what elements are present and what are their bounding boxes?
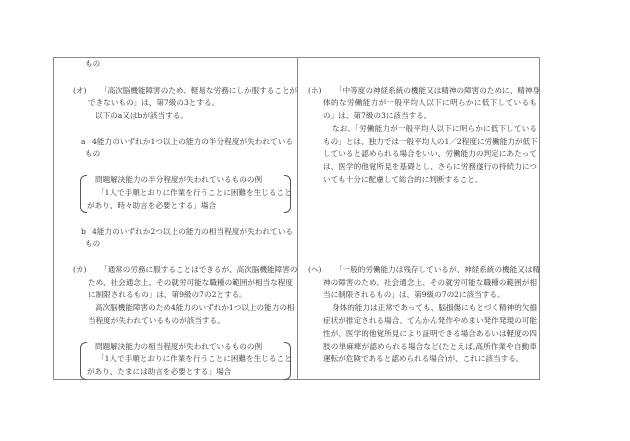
item-he-label: (ヘ) xyxy=(308,265,322,274)
item-he-line: 当に制限されるもの」は、第9級の7の2に該当する。 xyxy=(323,290,505,299)
item-a-line: もの xyxy=(85,149,101,158)
item-ka-line: 当程度が失われているものが該当する。 xyxy=(88,316,225,325)
item-he-line: 身体的能力は正常であっても、脳損傷にもとづく精神的欠損 xyxy=(332,303,537,312)
item-ho-line: なお、「労働能力が一般平均人以下に明らかに低下している xyxy=(332,124,537,133)
item-ho-label: (ホ) xyxy=(308,86,322,95)
item-ka-label: (カ) xyxy=(73,265,87,274)
example-box-2-line: があり、たまには助言を必要とする」場合 xyxy=(87,367,232,376)
item-b-label: b xyxy=(81,227,86,236)
example-box-2-line: 「1人で手順とおりに作業を行うことに困難を生じること xyxy=(97,354,292,363)
item-o-line: 「高次脳機能障害のため、軽易な労務にしか服することが xyxy=(100,86,298,95)
example-box-2-line: 問題解決能力の相当程度が失われているものの例 xyxy=(95,342,263,351)
column-divider xyxy=(297,57,298,380)
item-ho-line: の」は、第7級の3に該当する。 xyxy=(323,111,432,120)
item-a-label: a xyxy=(81,137,86,146)
item-b-line: もの xyxy=(85,239,101,248)
example-box-1-line: があり、時々助言を必要とする」場合 xyxy=(87,201,217,210)
item-ka-line: ため、社会通念上、その就労可能な職種の範囲が相当な程度 xyxy=(88,278,293,287)
item-he-line: 症状が推定される場合、てんかん発作やめまい発作発現の可能 xyxy=(323,316,537,325)
item-he-line: 肢の単麻痺が認められる場合など(たとえば,高所作業や自動車 xyxy=(323,342,537,351)
item-ka-line: に制限されるもの」は、第9級の7の2とする。 xyxy=(88,290,247,299)
item-he-line: 運転が危険であると認められる場合)が、これに該当する。 xyxy=(323,354,524,363)
example-box-1-line: 問題解決能力の半分程度が失われているものの例 xyxy=(95,175,263,184)
item-ho-line: いても十分に配慮して総合的に判断すること。 xyxy=(323,175,483,184)
item-o-label: (オ) xyxy=(73,86,87,95)
item-ho-line: 体的な労働能力が一般平均人以下に明らかに低下しているも xyxy=(323,98,537,107)
item-ka-line: 「通常の労務に服することはできるが、高次脳機能障害の xyxy=(100,265,298,274)
bracket-left xyxy=(80,342,87,380)
item-ka-line: 高次脳機能障害のため4能力のいずれか1つ以上の能力の相 xyxy=(95,303,295,312)
item-a-line: 4能力のいずれか1つ以上の能力の半分程度が失われている xyxy=(92,137,293,146)
item-he-line: 神の障害のため、社会通念上、その就労可能な職種の範囲が相 xyxy=(323,278,537,287)
bracket-left xyxy=(80,175,87,213)
item-ho-line: していると認められる場合をいい、労働能力の判定にあたって xyxy=(323,149,537,158)
continued-text: もの xyxy=(85,59,101,68)
item-ho-line: は、医学的他覚所見を基礎とし、さらに労務遂行の持続力につ xyxy=(323,162,537,171)
item-ho-line: もの」とは、独力では一般平均人の1／2程度に労働能力が低下 xyxy=(323,137,538,146)
item-ho-line: 「中等度の神経系統の機能又は精神の障害のために、精神身 xyxy=(335,86,541,95)
item-b-line: 4能力のいずれか2つ以上の能力の相当程度が失われている xyxy=(92,227,293,236)
item-o-line: 以下のa又はbが該当する。 xyxy=(95,111,188,120)
item-o-line: できないもの」は、第7級の3とする。 xyxy=(88,98,220,107)
example-box-1-line: 「1人で手順とおりに作業を行うことに困難を生じること xyxy=(97,188,292,197)
item-he-line: 性が、医学的他覚所見により証明できる場合あるいは軽度の四 xyxy=(323,329,537,338)
item-he-line: 「一般的労働能力は残存しているが、神経系統の機能又は精 xyxy=(335,265,541,274)
